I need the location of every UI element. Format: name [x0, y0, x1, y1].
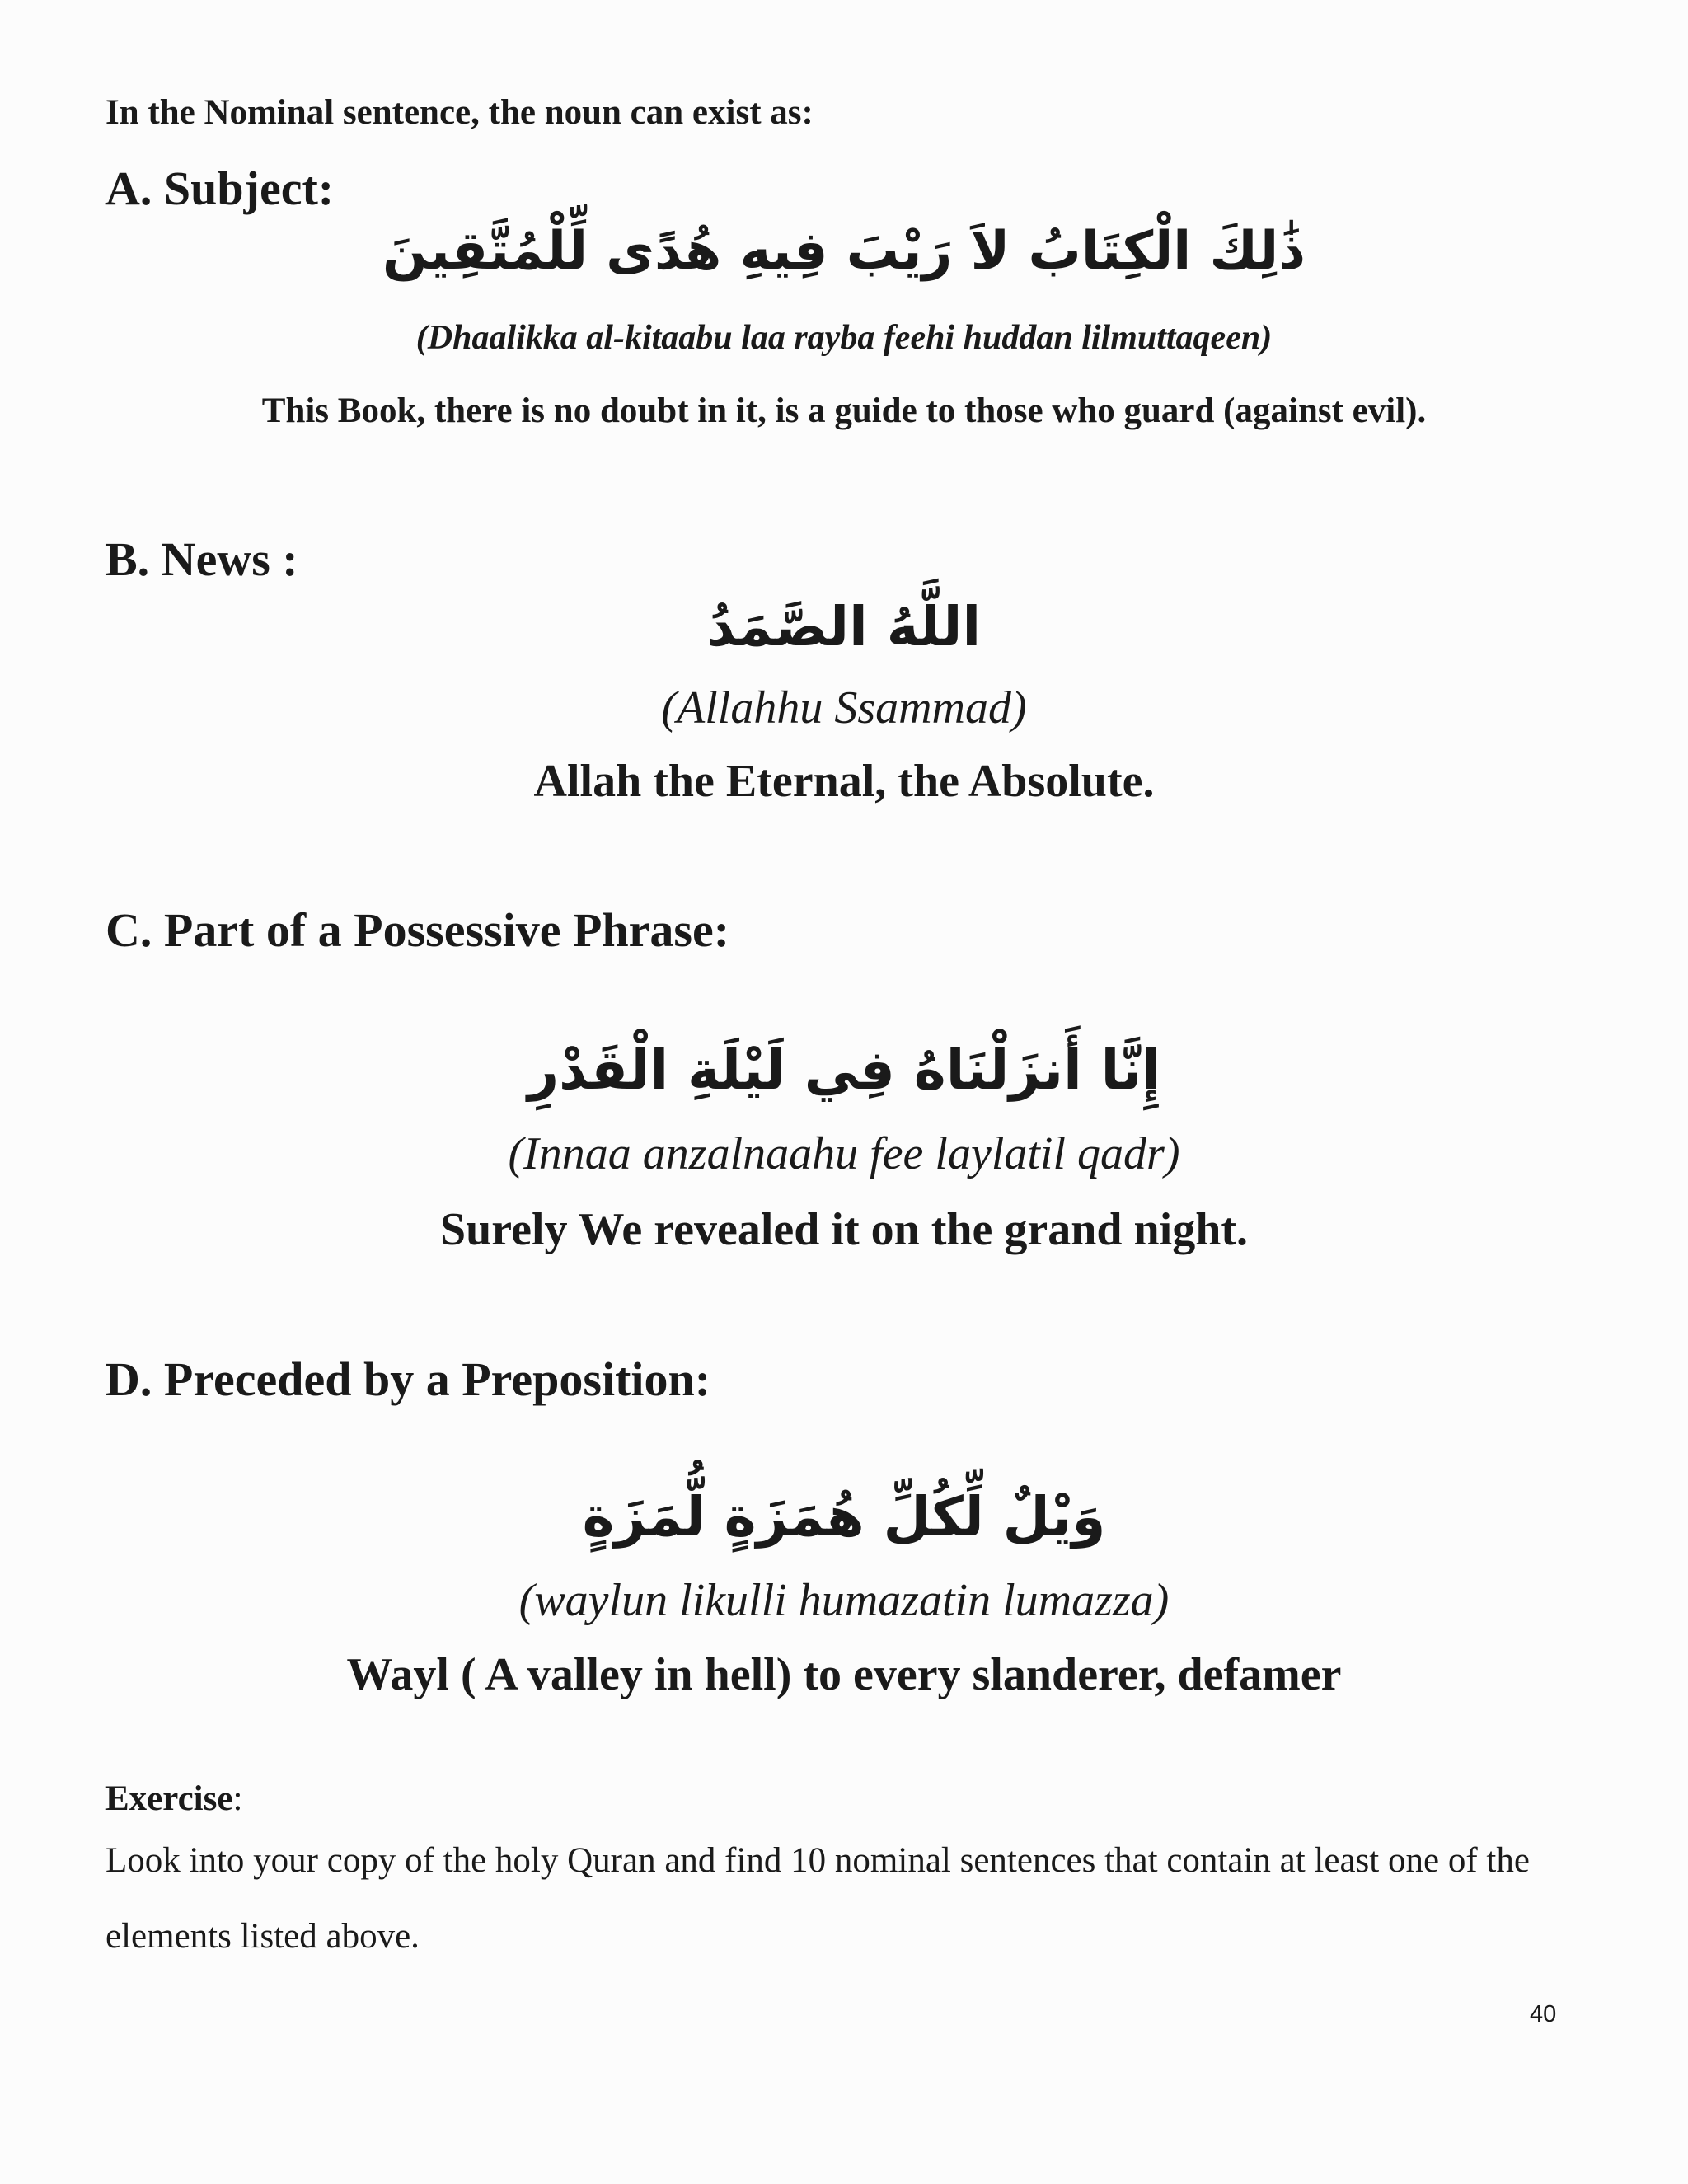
section-d-transliteration: (waylun likulli humazatin lumazza) — [518, 1575, 1170, 1626]
section-b-translation: Allah the Eternal, the Absolute. — [533, 756, 1155, 807]
exercise-colon: : — [232, 1779, 243, 1818]
section-a-transliteration: (Dhaalikka al-kitaabu laa rayba feehi huddan lilmuttaqeen) — [415, 319, 1273, 357]
section-c-transliteration: (Innaa anzalnaahu fee laylatil qadr) — [508, 1128, 1180, 1179]
section-a-heading: A. Subject: — [106, 162, 335, 215]
section-a-arabic-verse: ذَٰلِكَ الْكِتَابُ لاَ رَيْبَ فِيهِ هُدًى لِّلْمُتَّقِينَ — [382, 221, 1306, 282]
section-b-arabic-verse: اللَّهُ الصَّمَدُ — [706, 595, 982, 658]
section-b-transliteration: (Allahhu Ssammad) — [661, 682, 1027, 733]
section-d-heading: D. Preceded by a Preposition: — [106, 1352, 711, 1406]
exercise-instructions: Look into your copy of the holy Quran and find 10 nominal sentences that contain at least one of the elements listed above. — [106, 1841, 1530, 1956]
intro-text: In the Nominal sentence, the noun can exist as: — [106, 93, 814, 132]
section-c-arabic-verse: إِنَّا أَنزَلْنَاهُ فِي لَيْلَةِ الْقَدْرِ — [528, 1038, 1160, 1102]
exercise-label: Exercise — [106, 1779, 233, 1818]
exercise-heading — [106, 1779, 242, 1819]
section-d-arabic-verse: وَيْلٌ لِّكُلِّ هُمَزَةٍ لُّمَزَةٍ — [582, 1485, 1106, 1549]
section-b-heading: B. News : — [106, 532, 298, 586]
section-d-translation: Wayl ( A valley in hell) to every slanderer, defamer — [346, 1649, 1342, 1700]
section-a-translation: This Book, there is no doubt in it, is a guide to those who guard (against evil). — [261, 391, 1427, 430]
section-c-heading: C. Part of a Possessive Phrase: — [106, 903, 730, 957]
page-number: 40 — [1530, 2001, 1557, 2027]
section-c-translation: Surely We revealed it on the grand night. — [439, 1204, 1249, 1255]
